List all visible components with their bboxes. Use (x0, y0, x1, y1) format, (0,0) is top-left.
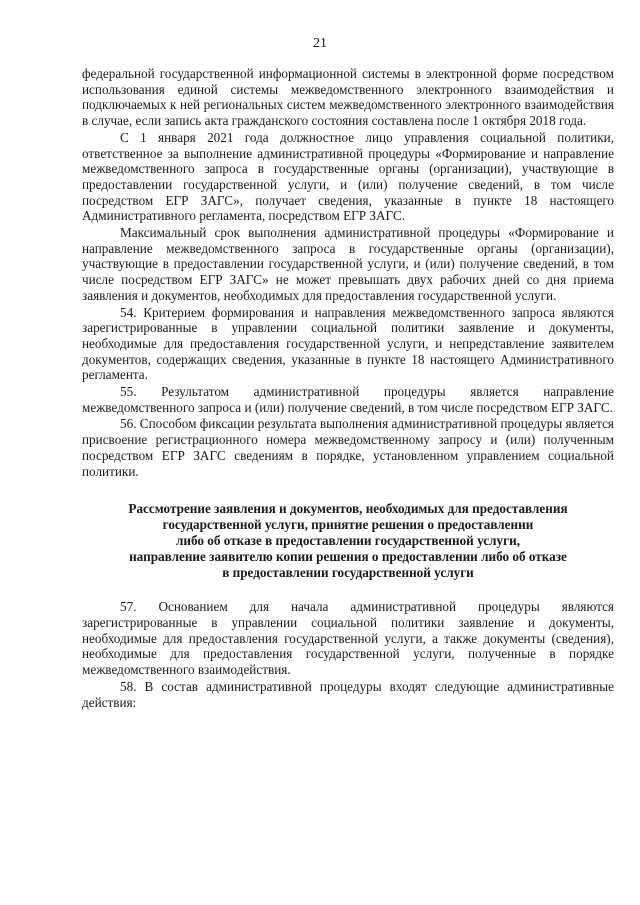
paragraph-max-duration: Максимальный срок выполнения административной процедуры «Формирование и направление межведомственного запроса в государственные органы (организации), участвующие в предоставлении государственной услуги, и (или) получение сведений, в том числе посредством ЕГР ЗАГС» не может превышать двух рабочих дней со дня приема заявления и документов, необходимых для предоставления государственной услуги. (82, 225, 614, 303)
paragraph-54: 54. Критерием формирования и направления межведомственного запроса являются зарегистрированные в управлении социальной политики заявление и документы, необходимые для предоставления государственной услуги, и непредставление заявителем документов, содержащих сведения, указанные в пункте 18 настоящего Административного регламента. (82, 304, 614, 383)
section-heading-line: Рассмотрение заявления и документов, необходимых для предоставления (128, 501, 568, 517)
section-heading-line: либо об отказе в предоставлении государственной услуги, (175, 533, 520, 549)
paragraph-egr-zags-info: С 1 января 2021 года должностное лицо управления социальной политики, ответственное за выполнение административной процедуры «Формирование и направление межведомственного запроса в государственные органы (организации), участвующие в предоставлении государственной услуги, и (или) получение сведений, в том числе посредством ЕГР ЗАГС», получает сведения, указанные в пункте 18 настоящего Административного регламента, посредством ЕГР ЗАГС. (82, 129, 614, 224)
section-heading-line: направление заявителю копии решения о предоставлении либо об отказе (129, 549, 567, 565)
paragraph-55: 55. Результатом административной процедуры является направление межведомственного запроса и (или) получение сведений, в том числе посредством ЕГР ЗАГС. (82, 384, 614, 415)
paragraph-57: 57. Основанием для начала административной процедуры являются зарегистрированные в управлении социальной политики заявление и документы, необходимые для предоставления государственной услуги, а также документы (сведения), необходимые для предоставления государственной услуги, полученные в порядке межведомственного взаимодействия. (82, 599, 614, 678)
section-heading (82, 501, 614, 581)
paragraph-58: 58. В состав административной процедуры входят следующие административные действия: (82, 678, 614, 710)
section-heading-line: в предоставлении государственной услуги (222, 565, 474, 581)
paragraph-56: 56. Способом фиксации результата выполнения административной процедуры является присвоение регистрационного номера межведомственному запросу и (или) полученным посредством ЕГР ЗАГС сведениям в порядке, установленном управлением социальной политики. (82, 416, 614, 479)
paragraph-continuation: федеральной государственной информационной системы в электронной форме посредством использования единой системы межведомственного электронного взаимодействия и подключаемых к ней региональных систем межведомственного электронного взаимодействия в случае, если запись акта гражданского состояния составлена после 1 октября 2018 года. (82, 66, 614, 129)
section-heading-line: государственной услуги, принятие решения о предоставлении (162, 517, 534, 533)
document-body (82, 66, 614, 710)
page-number: 21 (313, 36, 327, 51)
